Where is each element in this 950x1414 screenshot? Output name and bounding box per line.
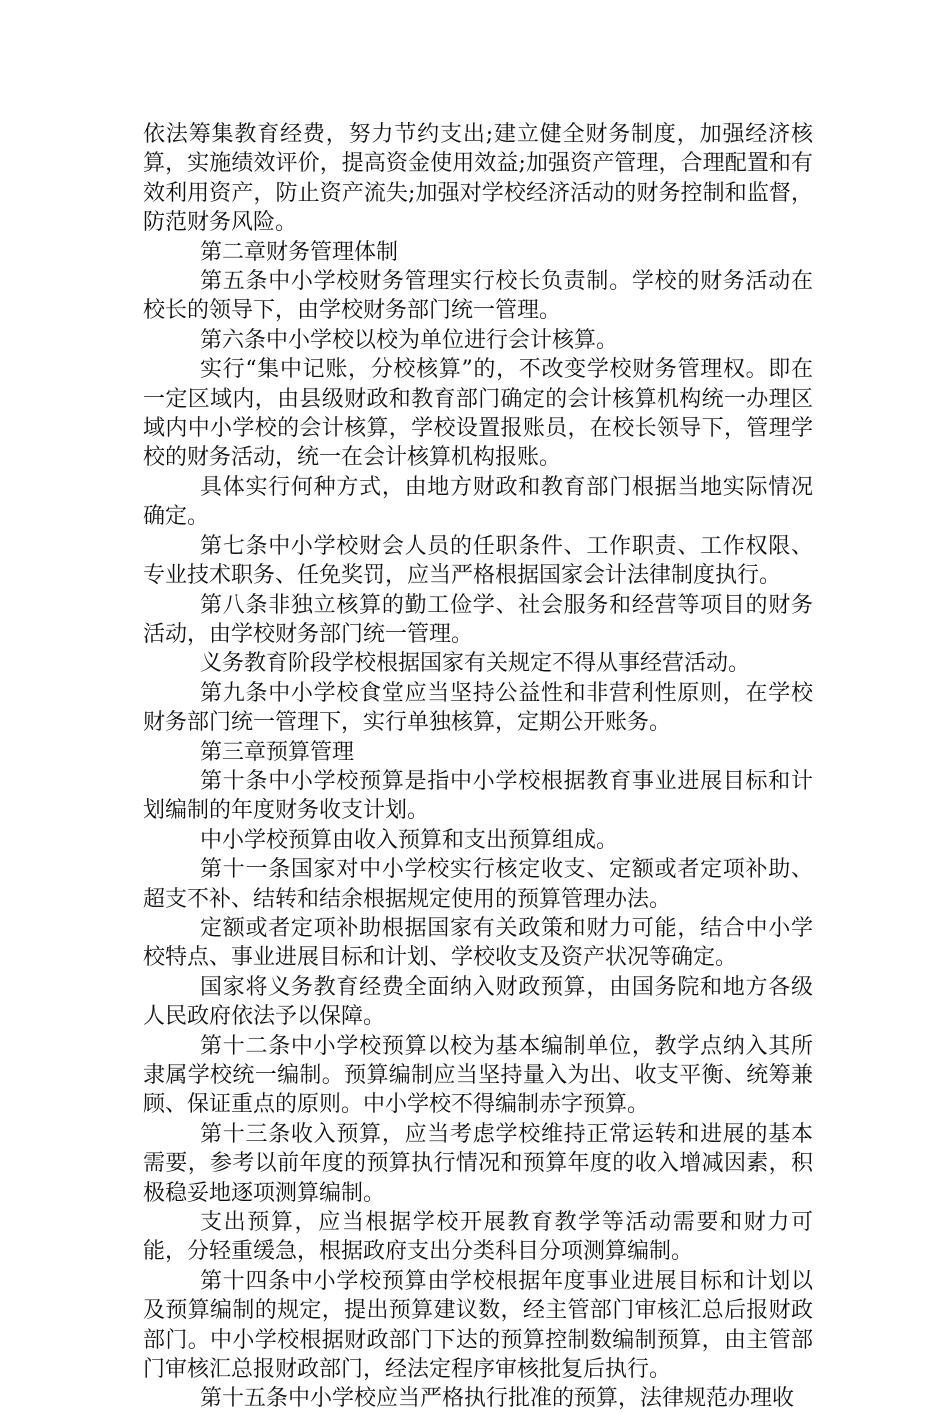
paragraph: 第十三条收入预算，应当考虑学校维持正常运转和进展的基本需要，参考以前年度的预算执行情况和预算年度的收入增减因素，积极稳妥地逐项测算编制。 <box>143 1121 813 1206</box>
paragraph: 支出预算，应当根据学校开展教育教学等活动需要和财力可能，分轻重缓急，根据政府支出分类科目分项测算编制。 <box>143 1210 813 1265</box>
chapter-heading: 第二章财务管理体制 <box>200 239 399 265</box>
paragraph: 第六条中小学校以校为单位进行会计核算。 <box>200 327 619 353</box>
paragraph: 实行“集中记账，分校核算”的，不改变学校财务管理权。即在一定区域内，由县级财政和教育部门确定的会计核算机构统一办理区域内中小学校的会计核算，学校设置报账员，在校长领导下，管理学校的财务活动，统一在会计核算机构报账。 <box>143 357 813 471</box>
paragraph: 第十四条中小学校预算由学校根据年度事业进展目标和计划以及预算编制的规定，提出预算建议数，经主管部门审核汇总后报财政部门。中小学校根据财政部门下达的预算控制数编制预算，由主管部门审核汇总报财政部门，经法定程序审核批复后执行。 <box>143 1268 813 1383</box>
paragraph: 具体实行何种方式，由地方财政和教育部门根据当地实际情况确定。 <box>143 474 813 530</box>
paragraph: 第十条中小学校预算是指中小学校根据教育事业进展目标和计划编制的年度财务收支计划。 <box>143 768 813 824</box>
paragraph: 依法筹集教育经费，努力节约支出;建立健全财务制度，加强经济核算，实施绩效评价，提高资金使用效益;加强资产管理，合理配置和有效利用资产，防止资产流失;加强对学校经济活动的财务控制和监督，防范财务风险。 <box>143 122 813 236</box>
paragraph: 义务教育阶段学校根据国家有关规定不得从事经营活动。 <box>200 651 751 677</box>
paragraph: 第十一条国家对中小学校实行核定收支、定额或者定项补助、超支不补、结转和结余根据规定使用的预算管理办法。 <box>143 857 813 912</box>
paragraph: 第五条中小学校财务管理实行校长负责制。学校的财务活动在校长的领导下，由学校财务部门统一管理。 <box>143 269 813 324</box>
paragraph: 第八条非独立核算的勤工俭学、社会服务和经营等项目的财务活动，由学校财务部门统一管理。 <box>143 592 813 647</box>
paragraph: 国家将义务教育经费全面纳入财政预算，由国务院和地方各级人民政府依法予以保障。 <box>143 974 813 1030</box>
chapter-heading: 第三章预算管理 <box>200 739 355 765</box>
paragraph: 定额或者定项补助根据国家有关政策和财力可能，结合中小学校特点、事业进展目标和计划、学校收支及资产状况等确定。 <box>143 915 813 971</box>
paragraph: 第七条中小学校财会人员的任职条件、工作职责、工作权限、专业技术职务、任免奖罚，应当严格根据国家会计法律制度执行。 <box>143 533 813 589</box>
paragraph: 第十二条中小学校预算以校为基本编制单位，教学点纳入其所隶属学校统一编制。预算编制应当坚持量入为出、收支平衡、统筹兼顾、保证重点的原则。中小学校不得编制赤字预算。 <box>143 1033 813 1118</box>
paragraph: 中小学校预算由收入预算和支出预算组成。 <box>200 827 619 853</box>
document-body <box>143 120 813 1414</box>
paragraph: 第十五条中小学校应当严格执行批准的预算，法律规范办理收 <box>200 1386 795 1412</box>
paragraph: 第九条中小学校食堂应当坚持公益性和非营利性原则，在学校财务部门统一管理下，实行单独核算，定期公开账务。 <box>143 680 813 736</box>
